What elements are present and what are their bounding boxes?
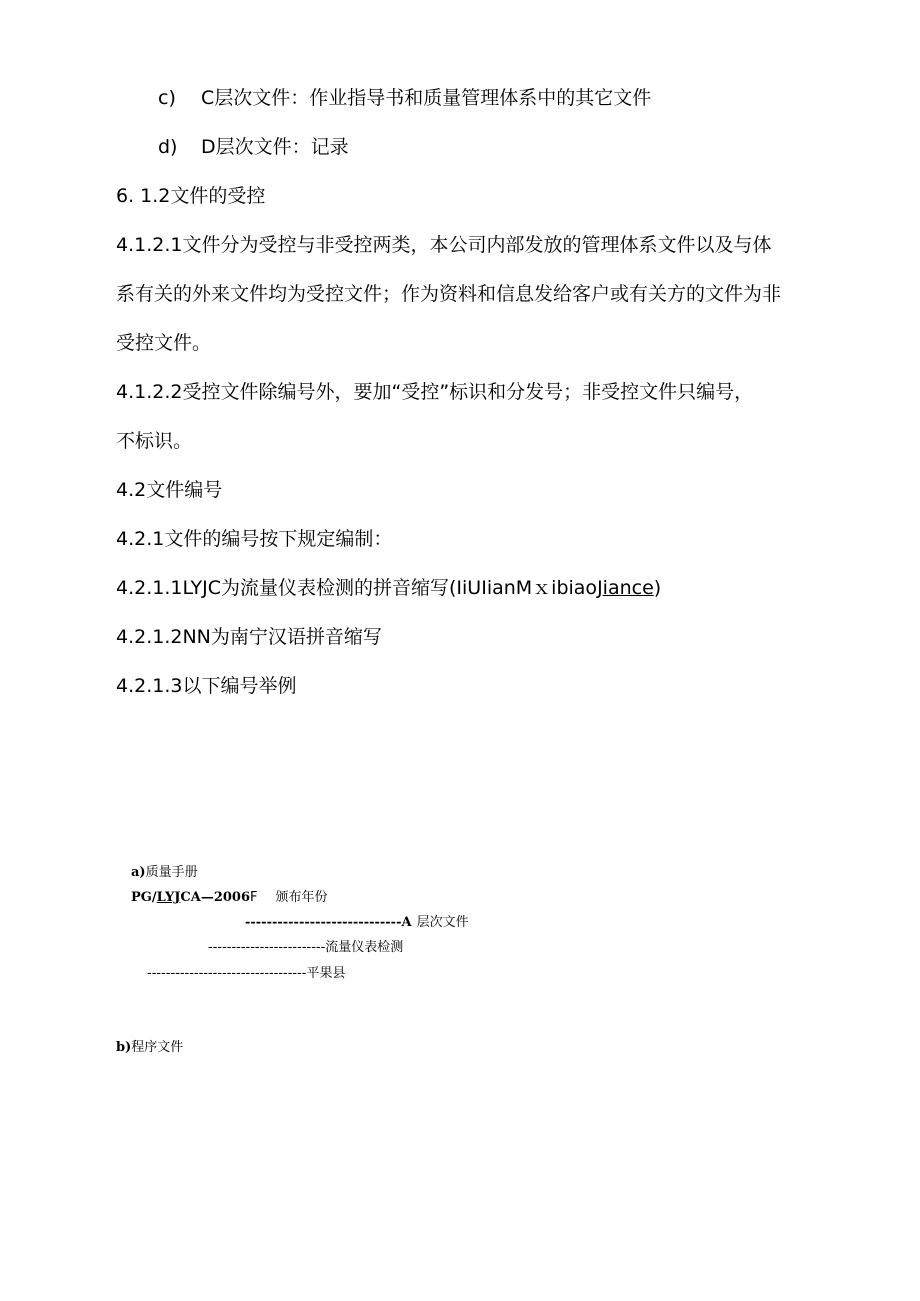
paragraph-line: 系有关的外来文件均为受控文件；作为资料和信息发给客户或有关方的文件为非 [116, 283, 782, 305]
paragraph-line: 4.1.2.1文件分为受控与非受控两类，本公司内部发放的管理体系文件以及与体 [116, 234, 772, 256]
code-part: PG/ [131, 890, 157, 905]
list-label: d) [158, 136, 178, 158]
list-text: D层次文件：记录 [201, 136, 349, 158]
example-line-2: -------------------------流量仪表检测 [208, 940, 404, 955]
paragraph-line: 4.2.1.3以下编号举例 [116, 675, 297, 697]
code-part: LYJ [156, 890, 181, 905]
code-part: F [250, 890, 258, 905]
year-note: 颁布年份 [275, 890, 328, 905]
section-b-heading [116, 1039, 183, 1057]
dash-line: -----------------------------A [245, 915, 412, 930]
example-label: a) [131, 865, 146, 880]
section-heading: 4.2文件编号 [116, 479, 223, 501]
underlined-text: Jiance [597, 577, 654, 599]
example-line-1 [245, 914, 469, 932]
paragraph-text: ) [653, 577, 662, 599]
section-b-title: 程序文件 [131, 1040, 184, 1055]
paragraph-line: 4.2.1文件的编号按下规定编制： [116, 528, 393, 550]
paragraph-text: 4.2.1.1LYJC为流量仪表检测的拼音缩写(IiUIianMｘibiao [116, 577, 598, 599]
paragraph-line [116, 564, 860, 613]
paragraph-line: 不标识。 [116, 430, 193, 452]
section-b-label: b) [116, 1040, 132, 1055]
example-heading [131, 864, 198, 882]
section-heading: 6. 1.2文件的受控 [116, 185, 266, 207]
list-label: c) [158, 87, 176, 109]
example-code [131, 889, 328, 907]
list-item-d [116, 123, 860, 172]
list-item-c [116, 74, 860, 123]
paragraph-line: 4.1.2.2受控文件除编号外，要加“受控”标识和分发号；非受控文件只编号， [116, 381, 754, 403]
document-body [116, 74, 860, 711]
example-line-3: ----------------------------------平果县 [147, 966, 346, 981]
list-text: C层次文件：作业指导书和质量管理体系中的其它文件 [201, 87, 652, 109]
code-part: CA—2006 [180, 890, 251, 905]
paragraph-line: 4.2.1.2NN为南宁汉语拼音缩写 [116, 626, 382, 648]
example-title: 质量手册 [145, 865, 198, 880]
paragraph-line: 受控文件。 [116, 332, 212, 354]
dash-label: 层次文件 [416, 915, 469, 930]
